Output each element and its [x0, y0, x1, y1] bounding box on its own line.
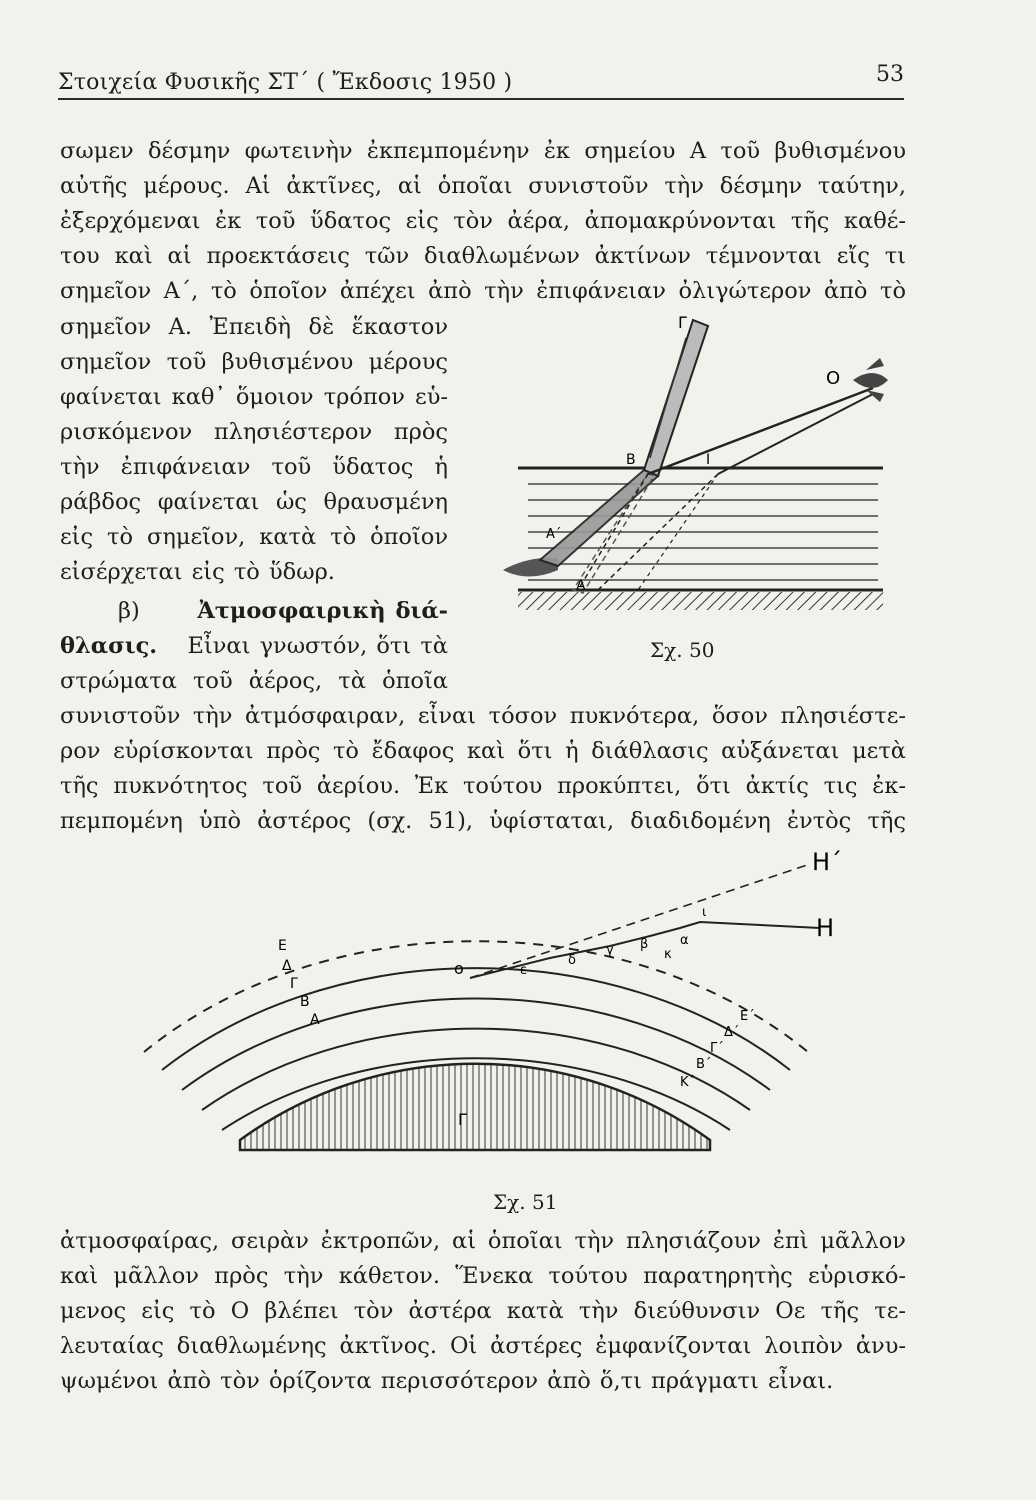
label-right-K: Κ΄ — [680, 1075, 696, 1090]
text-line: πεμπομένη ὑπὸ ἀστέρος (σχ. 51), ὑφίσταται, διαδιδομένη ἐντὸς τῆς — [60, 808, 906, 834]
text-line: σημεῖον Α΄, τὸ ὁποῖον ἀπέχει ἀπὸ τὴν ἐπιφάνειαν ὀλιγώτερον ἀπὸ τὸ — [60, 278, 906, 304]
label-ray-delta: δ — [568, 953, 576, 968]
figure-50-caption: Σχ. 50 — [650, 638, 715, 662]
text-line: λευταίας διαθλωμένης ἀκτῖνος. Οἱ ἀστέρες ἐμφανίζονται λοιπὸν ἀνυ- — [60, 1333, 906, 1359]
label-observer: ο — [454, 959, 464, 978]
label-gamma: Γ — [678, 313, 687, 332]
text-line: καὶ μᾶλλον πρὸς τὴν κάθετον. Ἕνεκα τούτου παρατηρητὴς εὑρισκό- — [60, 1263, 906, 1289]
label-left-A: Α — [310, 1012, 320, 1028]
label-eta: Η — [816, 914, 835, 942]
figure-51-caption: Σχ. 51 — [493, 1190, 558, 1214]
text-line: ψωμένοι ἀπὸ τὸν ὁρίζοντα περισσότερον ἀπὸ ὅ,τι πράγματι εἶναι. — [60, 1368, 834, 1394]
label-ray-epsilon: ε — [520, 963, 528, 978]
running-header — [58, 62, 904, 100]
section-text: Εἶναι γνωστόν, ὅτι τὰ — [187, 633, 448, 659]
label-eta-prime: Η΄ — [812, 848, 843, 876]
section-title: Ἀτμοσφαιρικὴ διά- — [197, 598, 448, 624]
text-line: ρον εὑρίσκονται πρὸς τὸ ἔδαφος καὶ ὅτι ἡ διάθλασις αὐξάνεται μετὰ — [60, 738, 906, 764]
label-left-G: Γ — [290, 976, 298, 992]
text-line: τῆς πυκνότητος τοῦ ἀερίου. Ἐκ τούτου προκύπτει, ὅτι ἀκτίς τις ἐκ- — [60, 773, 906, 799]
label-right-B: Β΄ — [696, 1057, 712, 1072]
text-line: στρώματα τοῦ ἀέρος, τὰ ὁποῖα — [60, 668, 448, 694]
label-gamma-center: Γ — [458, 1110, 467, 1129]
text-line: τὴν ἐπιφάνειαν τοῦ ὕδατος ἡ — [60, 454, 448, 480]
text-line: ἐξερχόμεναι ἐκ τοῦ ὕδατος εἰς τὸν ἀέρα, ἀπομακρύνονται τῆς καθέ- — [60, 208, 906, 234]
text-line: του καὶ αἱ προεκτάσεις τῶν διαθλωμένων ἀκτίνων τέμνονται εἴς τι — [60, 243, 906, 269]
label-right-D: Δ΄ — [724, 1025, 740, 1040]
text-line: αὐτῆς μέρους. Αἱ ἀκτῖνες, αἱ ὁποῖαι συνιστοῦν τὴν δέσμην ταύτην, — [60, 173, 906, 199]
label-right-E: Ε΄ — [740, 1009, 755, 1024]
earth — [240, 1064, 710, 1155]
label-ray-gamma: γ — [606, 943, 614, 958]
section-line — [60, 631, 448, 661]
label-ray-iota: ι — [702, 905, 707, 920]
label-alpha: Α — [576, 578, 586, 594]
text-line: ράβδος φαίνεται ὡς θραυσμένη — [60, 489, 448, 515]
text-line: φαίνεται καθ᾽ ὅμοιον τρόπον εὑ- — [60, 384, 448, 410]
figure-51 — [140, 840, 860, 1190]
text-line: σημεῖον τοῦ βυθισμένου μέρους — [60, 349, 448, 375]
label-left-E: Ε — [278, 938, 287, 954]
header-title: Στοιχεία Φυσικῆς ΣΤ΄ ( Ἔκδοσις 1950 ) — [58, 70, 513, 95]
text-line: συνιστοῦν τὴν ἀτμόσφαιραν, εἶναι τόσον πυκνότερα, ὅσον πλησιέστε- — [60, 703, 906, 729]
label-iota: Ι — [706, 452, 711, 468]
label-right-G: Γ΄ — [710, 1041, 724, 1056]
text-line: εἰσέρχεται εἰς τὸ ὕδωρ. — [60, 559, 335, 585]
label-left-B: Β — [300, 994, 310, 1010]
text-line: μενος εἰς τὸ Ο βλέπει τὸν ἀστέρα κατὰ τὴν διεύθυνσιν Οε τῆς τε- — [60, 1298, 906, 1324]
label-ray-alpha: α — [680, 933, 689, 948]
label-omicron: Ο — [826, 368, 841, 389]
text-line: εἰς τὸ σημεῖον, κατὰ τὸ ὁποῖον — [60, 524, 448, 550]
page-number: 53 — [876, 62, 904, 87]
rod — [540, 320, 711, 593]
label-ray-beta: β — [640, 937, 649, 952]
label-ray-kappa: κ — [664, 947, 672, 962]
refracted-ray — [470, 864, 820, 978]
label-alpha-prime: Α΄ — [546, 527, 562, 542]
text-line: ρισκόμενον πλησιέστερον πρὸς — [60, 419, 448, 445]
section-marker: β) — [118, 598, 140, 624]
text-line: σωμεν δέσμην φωτεινὴν ἐκπεμπομένην ἐκ σημείου Α τοῦ βυθισμένου — [60, 138, 906, 164]
figure-50 — [488, 308, 908, 648]
section-heading-line — [118, 596, 448, 626]
text-line: σημεῖον Α. Ἐπειδὴ δὲ ἕκαστον — [60, 314, 448, 340]
section-title-cont: θλασις. — [60, 633, 158, 659]
label-beta: Β — [626, 452, 636, 468]
text-line: ἀτμοσφαίρας, σειρὰν ἐκτροπῶν, αἱ ὁποῖαι τὴν πλησιάζουν ἐπὶ μᾶλλον — [60, 1228, 906, 1254]
label-left-D: Δ — [282, 958, 292, 974]
